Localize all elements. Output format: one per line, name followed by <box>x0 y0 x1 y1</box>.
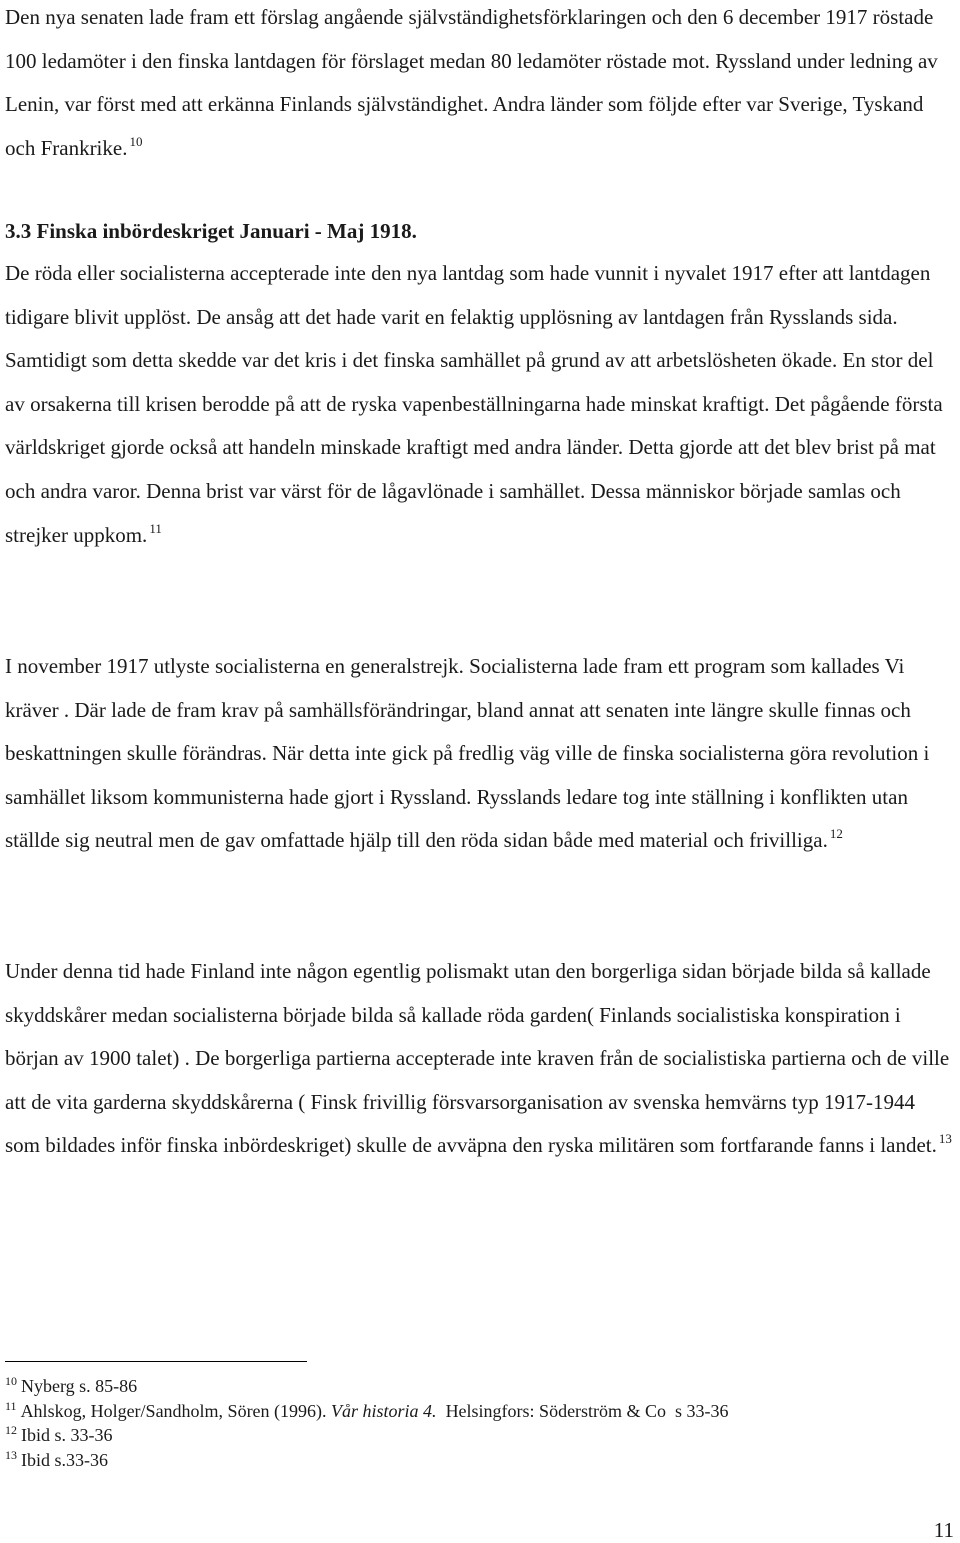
footnote-ref[interactable]: 12 <box>829 826 843 842</box>
footnote-number: 13 <box>5 1447 17 1462</box>
footnote-number: 10 <box>5 1374 17 1388</box>
footnote-ref[interactable]: 10 <box>129 133 143 149</box>
footnote-number: 12 <box>5 1423 17 1437</box>
paragraph-general-strike <box>5 645 955 863</box>
page-number: 11 <box>933 1518 954 1542</box>
paragraph-crisis <box>5 252 955 557</box>
paragraph-text: I november 1917 utlyste socialisterna en generalstrejk. Socialisterna lade fram ett program som kallades Vi kräver . Där lade de fram krav på samhällsförändringar, bland annat att senaten inte längre skulle finnas och beskattningen skulle förändras. När detta inte gick på fredlig väg ville de finska socialisterna göra revolution i samhället liksom kommunisterna hade gjort i Ryssland. Rysslands ledare tog inte ställning i konflikten utan ställde sig neutral men de gav omfattade hjälp till den röda sidan både med material och frivilliga. <box>5 654 930 853</box>
footnote-text: Helsingfors: Söderström & Co s 33-36 <box>436 1400 729 1421</box>
footnote-text: Ibid s. 33-36 <box>21 1425 113 1445</box>
footnote-text: Nyberg s. 85-86 <box>21 1376 138 1396</box>
footnote-12 <box>5 1423 955 1448</box>
section-heading: 3.3 Finska inbördeskriget Januari - Maj 1918. <box>5 219 417 243</box>
footnote-ref[interactable]: 13 <box>938 1131 952 1147</box>
footnote-number: 11 <box>5 1398 17 1413</box>
footnote-ref[interactable]: 11 <box>149 520 162 536</box>
footnote-book-title: Vår historia 4. <box>331 1400 437 1421</box>
footnote-text: Ahlskog, Holger/Sandholm, Sören (1996). <box>20 1400 332 1421</box>
footnote-10 <box>5 1374 955 1399</box>
footnote-11 <box>5 1399 955 1424</box>
paragraph-guards <box>5 950 955 1168</box>
paragraph-text: De röda eller socialisterna accepterade inte den nya lantdag som hade vunnit i nyvalet 1917 efter att lantdagen tidigare blivit upplöst. De ansåg att det hade varit en felaktig upplösning av lantdagen från Rysslands sida. Samtidigt som detta skedde var det kris i det finska samhället på grund av att arbetslösheten ökade. En stor del av orsakerna till krisen berodde på att de ryska vapenbeställningarna hade minskat kraftigt. Det pågående första världskriget gjorde också att handeln minskade kraftigt med andra länder. Detta gjorde att det blev brist på mat och andra varor. Denna brist var värst för de lågavlönade i samhället. Dessa människor började samlas och strejker uppkom. <box>5 261 943 547</box>
paragraph-text: Den nya senaten lade fram ett förslag angående självständighetsförklaringen och den 6 december 1917 röstade 100 ledamöter i den finska lantdagen för förslaget medan 80 ledamöter röstade mot. Ryssland under ledning av Lenin, var först med att erkänna Finlands självständighet. Andra länder som följde efter var Sverige, Tyskand och Frankrike. <box>5 5 938 160</box>
footnote-text: Ibid s.33-36 <box>21 1449 108 1470</box>
paragraph-text: Under denna tid hade Finland inte någon egentlig polismakt utan den borgerliga sidan började bilda så kallade skyddskårer medan socialisterna började bilda så kallade röda garden( Finlands socialistiska konspiration i början av 1900 talet) . De borgerliga partierna accepterade inte kraven från de socialistiska partierna och de ville att de vita garderna skyddskårerna ( Finsk frivillig försvarsorganisation av svenska hemvärns typ 1917-1944 som bildades inför finska inbördeskriget) skulle de avväpna den ryska militären som fortfarande fanns i landet. <box>5 959 950 1158</box>
footnotes <box>5 1374 955 1472</box>
footnote-separator <box>5 1361 307 1362</box>
footnote-13 <box>5 1448 955 1473</box>
paragraph-independence <box>5 0 955 170</box>
